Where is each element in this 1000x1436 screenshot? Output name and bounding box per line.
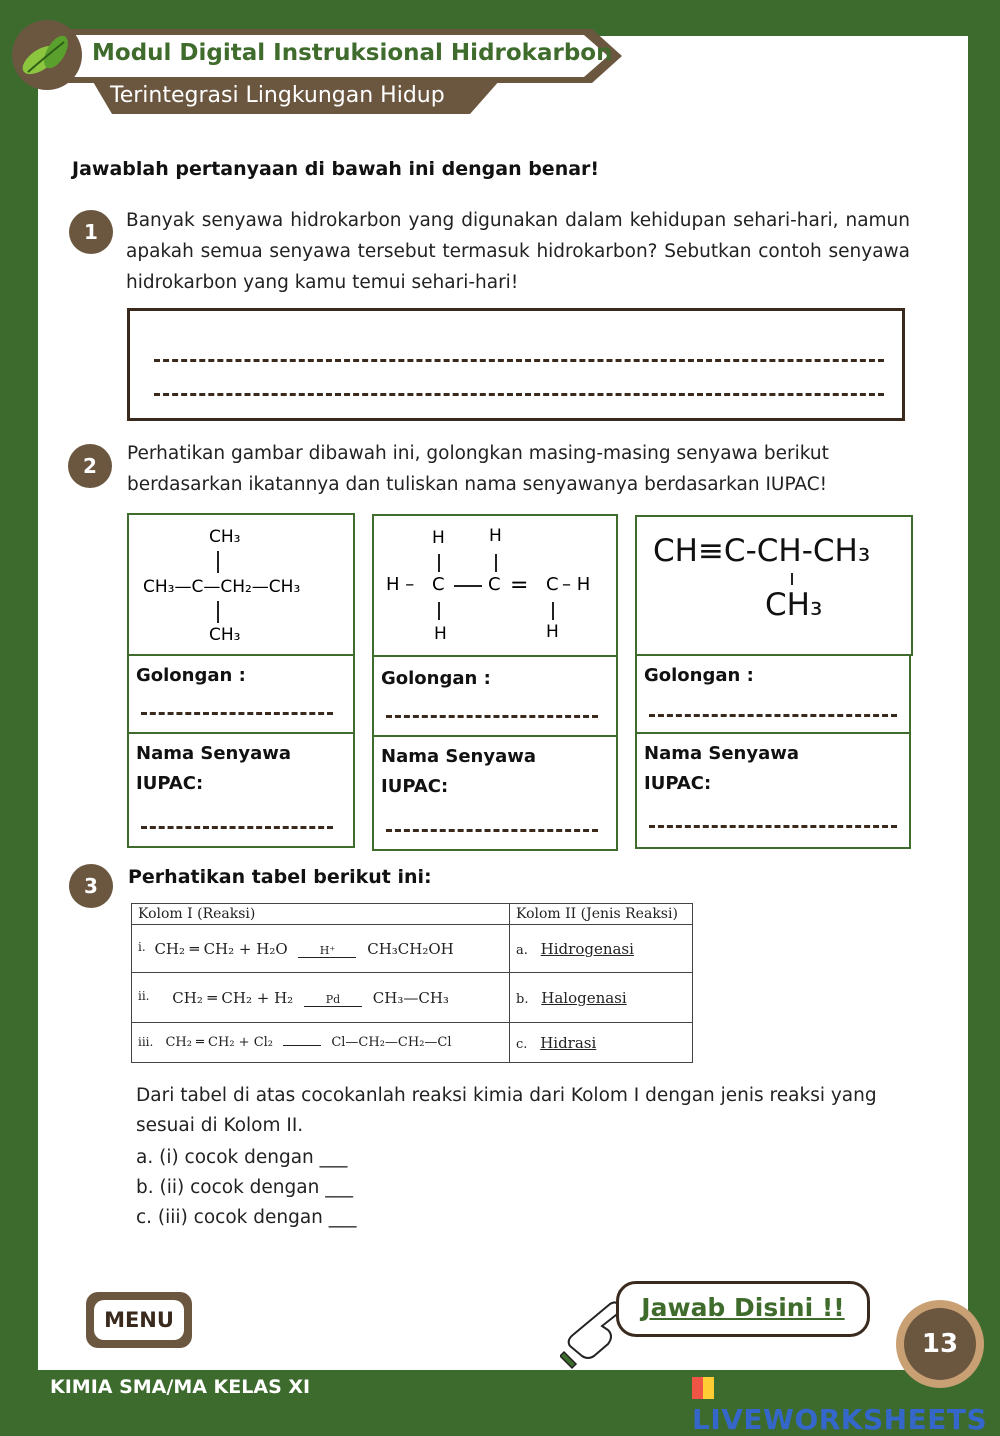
reaction-cell-3 xyxy=(132,1023,510,1063)
s3-branch: CH₃ xyxy=(765,587,823,623)
jawab-label: Jawab Disini !! xyxy=(641,1293,845,1322)
q1-answer-line-1 xyxy=(154,359,884,362)
q3-answer-c[interactable]: c. (iii) cocok dengan ___ xyxy=(136,1207,357,1228)
q3-answer-a[interactable]: a. (i) cocok dengan ___ xyxy=(136,1147,348,1168)
golongan-box-1[interactable] xyxy=(127,654,355,734)
type-label-3: Hidrasi xyxy=(540,1033,597,1052)
q3-number: 3 xyxy=(69,864,113,908)
golongan-line-2 xyxy=(386,715,598,718)
q3-title: Perhatikan tabel berikut ini: xyxy=(128,866,432,888)
nama-label-2: Nama Senyawa xyxy=(381,746,537,767)
menu-label: MENU xyxy=(94,1300,184,1340)
header-title: Modul Digital Instruksional Hidrokarbon xyxy=(92,40,613,66)
s2-h-bottom-left: H xyxy=(434,624,447,644)
reaction-catalyst-2: Pd xyxy=(304,993,362,1007)
s2-bond-1 xyxy=(438,554,440,572)
leaf-icon xyxy=(12,20,82,90)
s2-single-bond xyxy=(454,585,482,587)
nama-box-3[interactable] xyxy=(635,732,911,849)
instruction: Jawablah pertanyaan di bawah ini dengan benar! xyxy=(72,158,600,180)
reaction-arrow-3 xyxy=(283,1037,321,1046)
s1-bond-bottom xyxy=(217,601,219,623)
q2-text: Perhatikan gambar dibawah ini, golongkan masing-masing senyawa berikut berdasarkan ikatannya dan tuliskan nama senyawanya berdasarkan IUPAC! xyxy=(127,443,829,495)
structure-2-card xyxy=(372,514,618,657)
reaction-table xyxy=(131,903,693,1063)
s2-h-top-left: H xyxy=(432,528,445,548)
nama-box-2[interactable] xyxy=(372,735,618,851)
s2-bond-2 xyxy=(495,554,497,572)
s1-main-chain: CH₃—C—CH₂—CH₃ xyxy=(143,577,301,597)
table-row xyxy=(132,1023,693,1063)
table-header-row xyxy=(132,904,693,925)
liveworksheets-icon xyxy=(692,1377,714,1399)
q2-number: 2 xyxy=(68,444,112,488)
type-label-2: Halogenasi xyxy=(541,988,627,1007)
col2-header: Kolom II (Jenis Reaksi) xyxy=(510,904,693,925)
golongan-label-1: Golongan : xyxy=(136,665,246,686)
s2-bond-4 xyxy=(552,602,554,620)
header-title-wrap xyxy=(62,29,622,83)
s2-h-left: H – xyxy=(386,574,415,595)
nama-label-3: Nama Senyawa xyxy=(644,743,800,764)
header-subtitle-wrap xyxy=(92,80,500,116)
reaction-rhs-2: CH₃—CH₃ xyxy=(372,988,449,1007)
golongan-box-3[interactable] xyxy=(635,654,911,734)
menu-button[interactable] xyxy=(86,1292,192,1348)
s1-ch3-bottom: CH₃ xyxy=(209,625,241,645)
reaction-rhs-3: Cl—CH₂—CH₂—Cl xyxy=(331,1035,452,1050)
reaction-index-2: ii. xyxy=(138,988,150,1003)
s2-h-right: – H xyxy=(562,574,591,595)
s2-h-bottom-right: H xyxy=(546,622,559,642)
s3-bond xyxy=(791,573,793,585)
reaction-catalyst-1: H⁺ xyxy=(298,944,356,958)
nama-line-2 xyxy=(386,829,598,832)
golongan-line-1 xyxy=(141,712,333,715)
q1-text: Banyak senyawa hidrokarbon yang digunakan dalam kehidupan sehari-hari, namun apakah semua senyawa tersebut termasuk hidrokarbon? Sebutkan contoh senyawa hidrokarbon yang kamu temui sehari-hari! xyxy=(126,210,910,293)
brand-label: LIVEWORKSHEETS xyxy=(692,1403,988,1436)
q1-number: 1 xyxy=(69,210,113,254)
s2-c3: C xyxy=(546,574,559,595)
reaction-lhs-2: CH₂ ═ CH₂ + H₂ xyxy=(172,988,294,1007)
leaf-logo xyxy=(12,20,82,90)
type-label-1: Hidrogenasi xyxy=(540,939,634,958)
reaction-lhs-1: CH₂ ═ CH₂ + H₂O xyxy=(154,939,288,958)
type-cell-1 xyxy=(510,925,693,973)
reaction-index-3: iii. xyxy=(138,1035,154,1049)
s2-c2: C xyxy=(488,574,501,595)
s1-ch3-top: CH₃ xyxy=(209,527,241,547)
s2-bond-3 xyxy=(438,602,440,620)
q3-description: Dari tabel di atas cocokanlah reaksi kimia dari Kolom I dengan jenis reaksi yang sesuai di Kolom II. xyxy=(136,1085,877,1136)
reaction-lhs-3: CH₂ ═ CH₂ + Cl₂ xyxy=(165,1035,274,1050)
golongan-label-3: Golongan : xyxy=(644,665,754,686)
jawab-disini-button[interactable] xyxy=(616,1281,870,1337)
golongan-line-3 xyxy=(649,714,897,717)
s3-main-chain: CH≡C-CH-CH₃ xyxy=(653,533,871,569)
footer-course: KIMIA SMA/MA KELAS XI xyxy=(50,1376,311,1398)
nama-line-1 xyxy=(141,826,333,829)
iupac-label-3: IUPAC: xyxy=(644,773,712,794)
q1-answer-box[interactable] xyxy=(127,308,905,421)
type-cell-3 xyxy=(510,1023,693,1063)
type-opt-1: a. xyxy=(516,942,528,958)
header-subtitle: Terintegrasi Lingkungan Hidup xyxy=(110,83,445,108)
golongan-label-2: Golongan : xyxy=(381,668,491,689)
col1-header: Kolom I (Reaksi) xyxy=(132,904,510,925)
table-row xyxy=(132,973,693,1023)
reaction-index-1: i. xyxy=(138,939,146,954)
type-cell-2 xyxy=(510,973,693,1023)
nama-box-1[interactable] xyxy=(127,732,355,848)
brand-logo[interactable] xyxy=(692,1370,1000,1436)
nama-line-3 xyxy=(649,825,897,828)
golongan-box-2[interactable] xyxy=(372,655,618,737)
type-opt-2: b. xyxy=(516,991,529,1007)
q3-answer-b[interactable]: b. (ii) cocok dengan ___ xyxy=(136,1177,353,1198)
structure-3-card xyxy=(635,515,913,656)
reaction-rhs-1: CH₃CH₂OH xyxy=(367,939,454,958)
table-row xyxy=(132,925,693,973)
q1-answer-line-2 xyxy=(154,393,884,396)
iupac-label-2: IUPAC: xyxy=(381,776,449,797)
reaction-cell-1 xyxy=(132,925,510,973)
type-opt-3: c. xyxy=(516,1036,528,1052)
s2-h-top-right: H xyxy=(489,526,502,546)
s2-c1: C xyxy=(432,574,445,595)
structure-1-card xyxy=(127,513,355,656)
s2-double-bond: = xyxy=(510,573,529,598)
reaction-cell-2 xyxy=(132,973,510,1023)
iupac-label-1: IUPAC: xyxy=(136,773,204,794)
page-number: 13 xyxy=(904,1308,976,1380)
nama-label-1: Nama Senyawa xyxy=(136,743,292,764)
s1-bond-top xyxy=(217,551,219,573)
